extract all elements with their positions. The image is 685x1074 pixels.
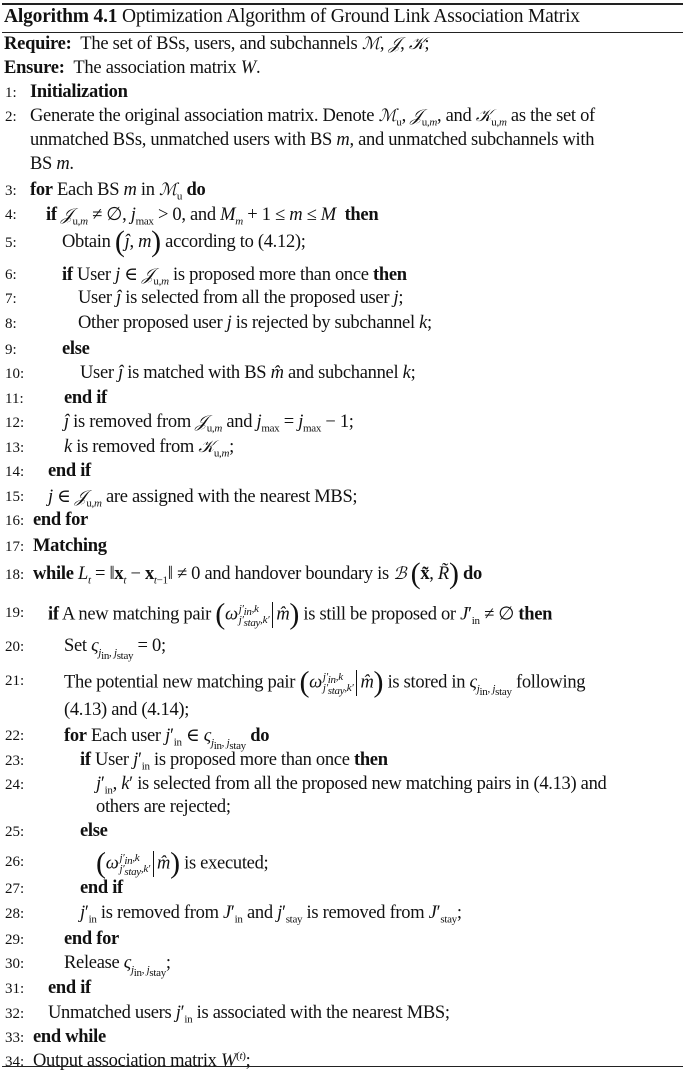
algorithm-step: Unmatched users $j'_{in}$ is associated with the nearest MBS; — [48, 1003, 450, 1026]
algorithm-step: else — [80, 821, 108, 841]
algorithm-step: end for — [33, 510, 88, 530]
algorithm-step: BS m. — [30, 154, 74, 174]
algorithm-caption — [4, 6, 580, 28]
bottom-rule — [2, 1066, 683, 1067]
algorithm-label: Algorithm 4.1 — [4, 6, 118, 27]
algorithm-step: Obtain (ĵ, m) according to (4.12); — [62, 225, 306, 258]
line-number: 15: — [5, 489, 25, 505]
line-number: 17: — [5, 539, 25, 555]
algorithm-step: Output association matrix $W^{(t)}$; — [33, 1049, 251, 1071]
line-number: 11: — [5, 391, 24, 407]
algorithm-step: (4.13) and (4.14); — [64, 700, 190, 720]
require-line — [4, 32, 429, 56]
line-number: 7: — [5, 291, 17, 307]
line-number: 8: — [5, 316, 17, 332]
algorithm-step: User ĵ is selected from all the proposed user j; — [78, 288, 404, 308]
line-number: 18: — [5, 567, 25, 583]
line-number: 34: — [5, 1054, 25, 1070]
algorithm-step: k is removed from 𝒦$_{u,m}$; — [64, 437, 235, 460]
require-text: The set of BSs, users, and subchannels ℳ, 𝒥, 𝒦; — [75, 34, 430, 54]
line-number: 28: — [5, 906, 25, 922]
algorithm-step: if User $j'_{in}$ is proposed more than once then — [80, 750, 388, 773]
algorithm-step: end if — [80, 878, 123, 898]
line-number: 13: — [5, 440, 25, 456]
ensure-label: Ensure: — [4, 58, 65, 78]
line-number: 14: — [5, 464, 25, 480]
line-number: 10: — [5, 366, 25, 382]
algorithm-step: j ∈ 𝒥$_{u,m}$ are assigned with the nearest MBS; — [48, 487, 358, 510]
algorithm-step: Matching — [33, 536, 107, 556]
line-number: 33: — [5, 1030, 25, 1046]
line-number: 4: — [5, 207, 17, 223]
line-number: 19: — [5, 605, 25, 621]
algorithm-step: end while — [33, 1027, 106, 1047]
ensure-line — [4, 56, 260, 80]
line-number: 1: — [5, 85, 17, 101]
line-number: 22: — [5, 728, 25, 744]
line-number: 20: — [5, 639, 25, 655]
ensure-text: The association matrix W. — [69, 58, 261, 78]
line-number: 26: — [5, 854, 25, 870]
algorithm-step: while $L_t$ = $‖x_t$ − $x_{t-1}‖ \ne 0$ and handover boundary is ℬ (x̃, R̃) do — [33, 557, 482, 590]
algorithm-step: for Each user $j'_{in}$ ∈ $\varsigma_{j_{in}, j_{stay}}$ do — [64, 726, 270, 752]
algorithm-step: Generate the original association matrix. Denote ℳ$_u$, 𝒥$_{u,m}$, and 𝒦$_{u,m}$ as the set of — [30, 106, 595, 129]
line-number: 9: — [5, 342, 17, 358]
algorithm-step: unmatched BSs, unmatched users with BS m, and unmatched subchannels with — [30, 130, 595, 150]
algorithm-step: Release $\varsigma_{j_{in}, j_{stay}}$; — [64, 953, 171, 979]
line-number: 2: — [5, 109, 17, 125]
line-number: 29: — [5, 932, 25, 948]
line-number: 30: — [5, 956, 25, 972]
line-number: 12: — [5, 415, 25, 431]
algorithm-step: end if — [48, 978, 91, 998]
algorithm-step: end if — [64, 388, 107, 408]
require-label: Require: — [4, 34, 72, 54]
algorithm-step: if 𝒥$_{u,m}$ ≠ ∅, $j_{max} > 0$, and $M_m + 1 \le m \le M$ then — [46, 205, 379, 228]
algorithm-step: if A new matching pair ($\omega j'_{in},k$ $j'_{stay},k'$ m̂) is still be proposed or $J'_{in}$ ≠ ∅ then — [48, 597, 553, 631]
algorithm-step: others are rejected; — [96, 797, 231, 817]
algorithm-step: for Each BS m in ℳ$_u$ do — [30, 180, 206, 203]
algorithm-step: else — [62, 339, 90, 359]
algorithm-step: end for — [64, 929, 119, 949]
line-number: 27: — [5, 881, 25, 897]
algorithm-step: Set $\varsigma_{j_{in}, j_{stay}} = 0$; — [64, 636, 166, 662]
line-number: 21: — [5, 673, 25, 689]
line-number: 5: — [5, 235, 17, 251]
algorithm-title: Optimization Algorithm of Ground Link Association Matrix — [122, 6, 580, 27]
algorithm-step: User ĵ is matched with BS m̂ and subchannel k; — [80, 363, 416, 383]
algorithm-step: $j'_{in}$ is removed from $J'_{in}$ and $j'_{stay}$ is removed from $J'_{stay}$; — [80, 903, 462, 926]
algorithm-step: ($\omega j'_{in},k$ $j'_{stay},k'$ m̂) is executed; — [96, 846, 269, 880]
line-number: 32: — [5, 1006, 25, 1022]
algorithm-step: $j'_{in}$, k′ is selected from all the proposed new matching pairs in (4.13) and — [96, 774, 607, 797]
line-number: 23: — [5, 753, 25, 769]
line-number: 16: — [5, 513, 25, 529]
algorithm-step: The potential new matching pair ($\omega j'_{in},k$ $j'_{stay},k'$ m̂) is stored in $\varsigma_{j_{in}, j_{stay}}$ following — [64, 665, 586, 699]
line-number: 6: — [5, 267, 17, 283]
top-rule — [2, 3, 683, 5]
algorithm-step: if User j ∈ 𝒥$_{u,m}$ is proposed more than once then — [62, 265, 407, 288]
algorithm-step: end if — [48, 461, 91, 481]
line-number: 25: — [5, 824, 25, 840]
algorithm-step: Initialization — [30, 82, 128, 102]
line-number: 31: — [5, 981, 25, 997]
line-number: 3: — [5, 183, 17, 199]
algorithm-step: Other proposed user j is rejected by subchannel k; — [78, 313, 432, 333]
line-number: 24: — [5, 777, 25, 793]
algorithm-step: ĵ is removed from 𝒥$_{u,m}$ and $j_{max} = j_{max} - 1$; — [64, 412, 354, 435]
